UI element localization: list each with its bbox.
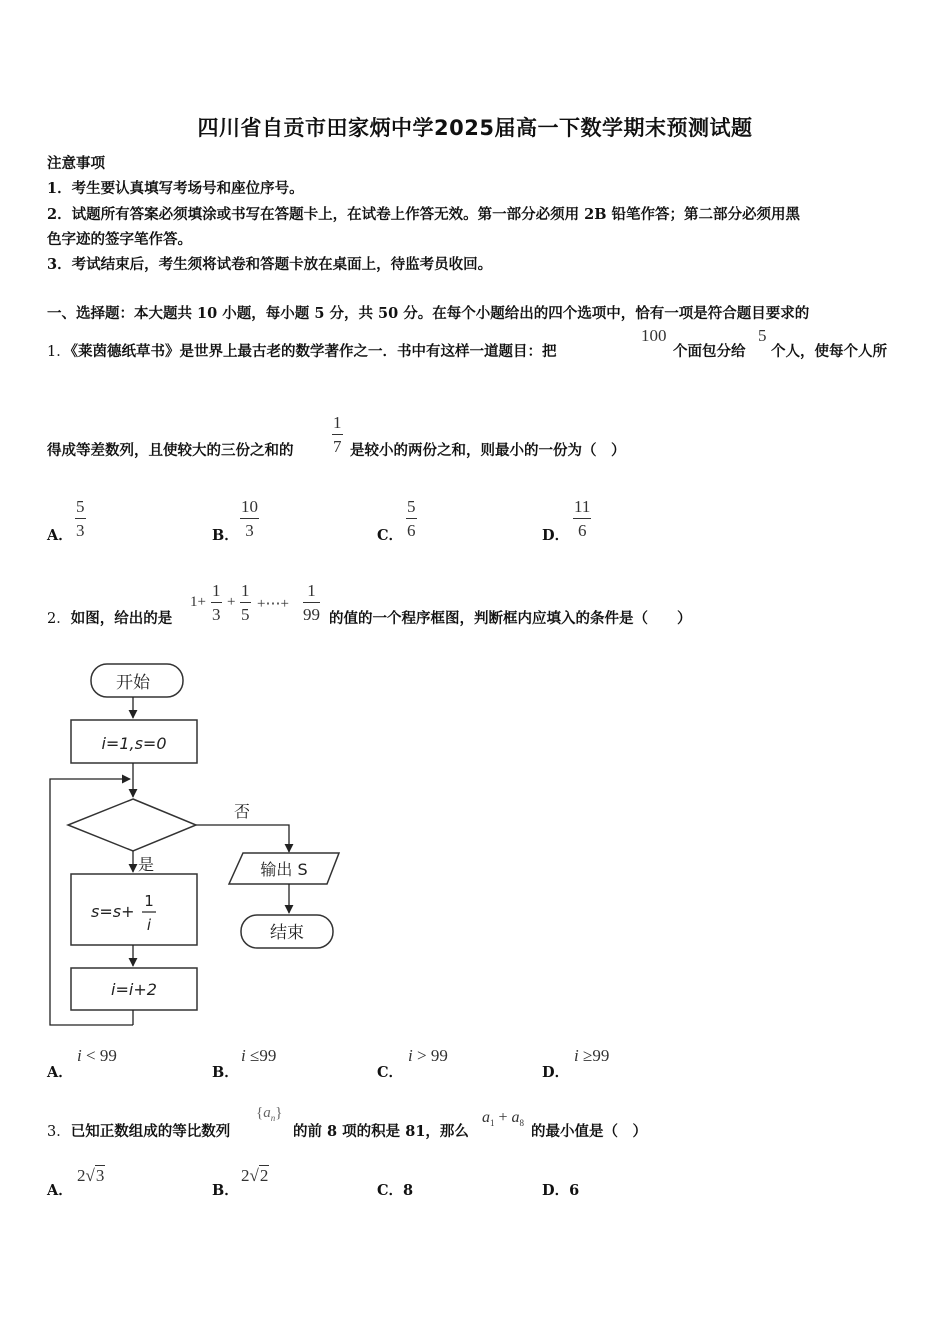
flow-assign-num: 1 — [144, 892, 154, 910]
flow-output-label: 输出 S — [260, 860, 308, 879]
notice-item-1: 1．考生要认真填写考场号和座位序号。 — [47, 180, 304, 197]
flow-assign-den: i — [146, 916, 152, 934]
flow-decision-shape — [68, 799, 196, 851]
flow-end-label: 结束 — [270, 923, 304, 943]
q3-number: 3． — [47, 1124, 71, 1140]
q3-line — [47, 1120, 230, 1141]
q2-text-b: 的值的一个程序框图，判断框内应填入的条件是（ ） — [329, 610, 692, 627]
q3-option-a-label: A． — [47, 1182, 73, 1199]
q1-number-5: 5 — [758, 326, 767, 345]
q3-option-b-label: B． — [212, 1182, 239, 1199]
q2-option-a-value: i < 99 — [77, 1046, 117, 1065]
q2-text-a: 如图，给出的是 — [70, 610, 173, 627]
q1-option-b-value: 10 3 — [241, 497, 258, 540]
q3-option-b-value: 2√2 — [241, 1166, 269, 1185]
q2-frac-2: 1 5 — [241, 581, 250, 624]
q2-option-c-label: C． — [377, 1064, 404, 1081]
q1-option-c-value: 5 6 — [407, 497, 416, 540]
page-title: 四川省自贡市田家炳中学2025届高一下数学期末预测试题 — [197, 116, 753, 140]
notice-item-2-cont: 色字迹的签字笔作答。 — [47, 231, 192, 248]
q1-text-b: 个面包分给 — [673, 343, 746, 360]
section-heading: 一、选择题：本大题共 10 小题，每小题 5 分，共 50 分。在每个小题给出的四个选项中，恰有一项是符合题目要求的 — [47, 305, 810, 322]
q2-frac-1: 1 3 — [212, 581, 221, 624]
q3-text-b: 的前 8 项的积是 81，那么 — [293, 1123, 469, 1140]
flow-start-label: 开始 — [116, 673, 150, 693]
flow-yes-label: 是 — [138, 855, 155, 874]
q2-line — [47, 607, 172, 628]
q1-number-100: 100 — [641, 326, 667, 345]
q2-option-c-value: i > 99 — [408, 1046, 448, 1065]
flow-no-label: 否 — [234, 802, 251, 821]
flow-assign-left: s=s+ — [91, 902, 135, 921]
q3-sum-expr: $a_1 + a_8$ — [482, 1109, 525, 1129]
q1-line1 — [47, 340, 556, 361]
q3-sequence: $\{a_n\}$ — [256, 1105, 283, 1123]
q1-text-c: 个人，使每个人所 — [771, 343, 887, 360]
q2-option-b-value: i ≤99 — [241, 1046, 277, 1065]
q3-option-d-label: D．6 — [542, 1182, 580, 1199]
q1-option-d-value: 11 6 — [574, 497, 591, 540]
q1-fraction: 1 7 — [333, 413, 342, 456]
q3-option-c-label: C．8 — [377, 1182, 414, 1199]
q2-option-d-value: i ≥99 — [574, 1046, 610, 1065]
flow-increment-label: i=i+2 — [111, 980, 157, 999]
q1-text-e: 是较小的两份之和，则最小的一份为（ ） — [350, 442, 626, 459]
q1-option-a-value: 5 3 — [76, 497, 85, 540]
q1-option-d-label: D． — [542, 527, 570, 544]
q2-frac-3: 1 99 — [303, 581, 320, 624]
q2-option-b-label: B． — [212, 1064, 239, 1081]
notice-item-2: 2．试题所有答案必须填涂或书写在答题卡上，在试卷上作答无效。第一部分必须用 2B 铅笔作答；第二部分必须用黑 — [47, 206, 801, 223]
q1-option-b-label: B． — [212, 527, 239, 544]
q3-option-a-value: 2√3 — [77, 1166, 105, 1185]
flow-init-label: i=1,s=0 — [101, 734, 167, 753]
q1-number: 1． — [47, 344, 71, 360]
notice-heading: 注意事项 — [47, 155, 105, 172]
notice-item-3: 3．考试结束后，考生须将试卷和答题卡放在桌面上，待监考员收回。 — [47, 256, 493, 273]
q2-expr-one: 1+ — [190, 594, 206, 610]
q3-text-c: 的最小值是（ ） — [531, 1123, 647, 1140]
q3-text-a: 已知正数组成的等比数列 — [70, 1123, 231, 1140]
q2-option-a-label: A． — [47, 1064, 73, 1081]
q1-text-d: 得成等差数列，且使较大的三份之和的 — [47, 442, 294, 459]
q2-option-d-label: D． — [542, 1064, 570, 1081]
q1-option-c-label: C． — [377, 527, 404, 544]
q1-option-a-label: A． — [47, 527, 73, 544]
q2-plus-2: + — [227, 594, 236, 610]
q2-ellipsis: +⋯+ — [257, 596, 289, 612]
q2-number: 2． — [47, 611, 71, 627]
flowchart — [44, 658, 344, 1030]
q1-text-a: 《莱茵德纸草书》是世界上最古老的数学著作之一．书中有这样一道题目：把 — [70, 343, 557, 360]
